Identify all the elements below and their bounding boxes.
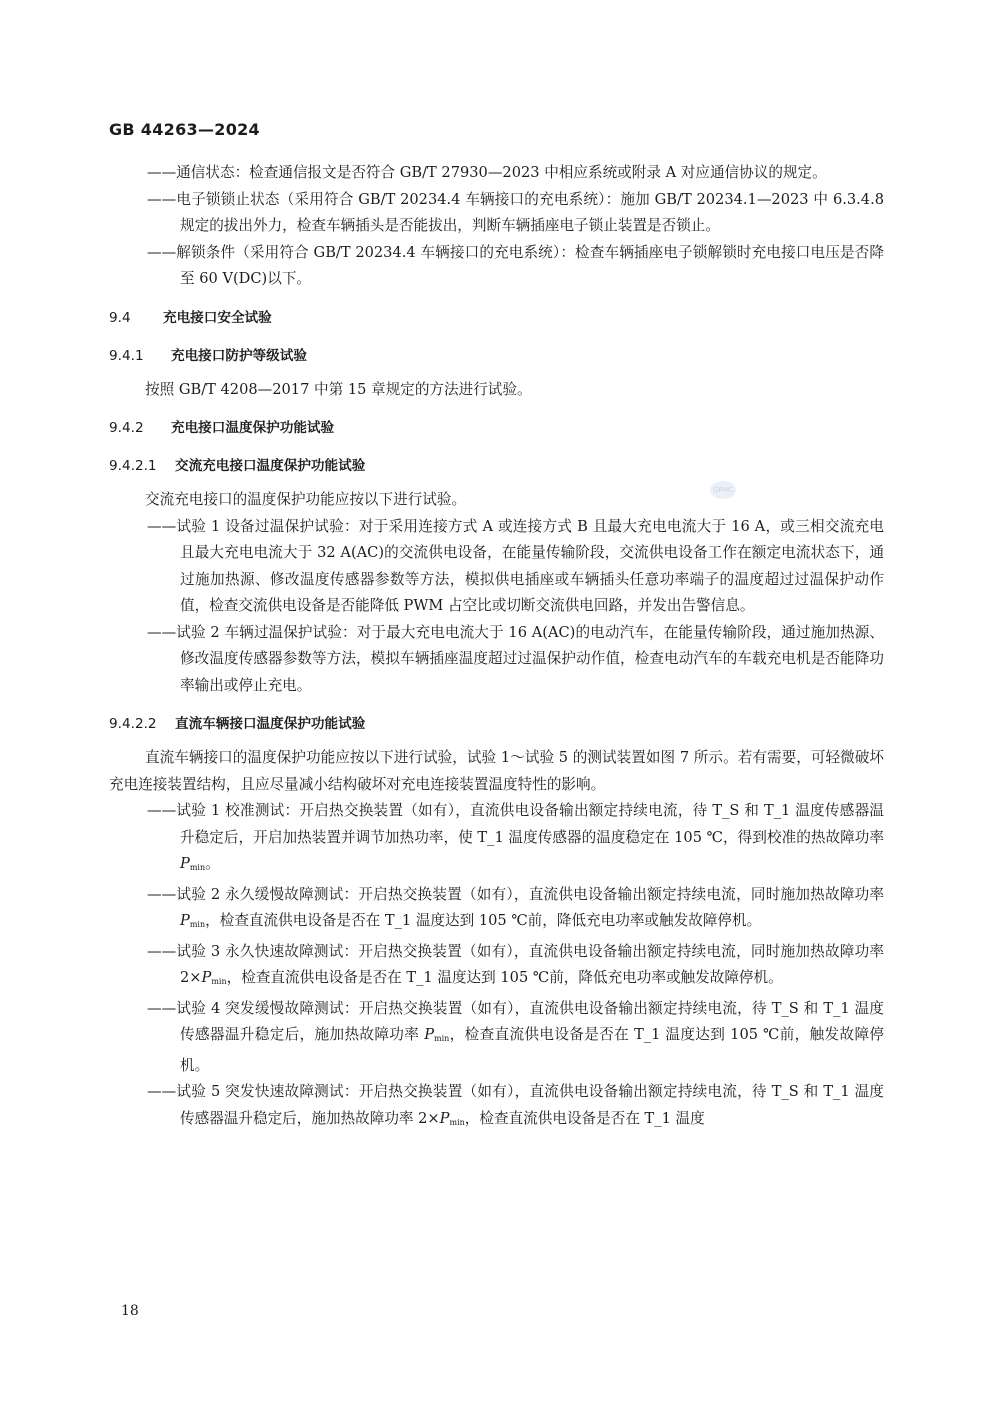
- section-title: 充电接口温度保护功能试验: [171, 420, 335, 436]
- list-item: [109, 240, 884, 293]
- section-number: 9.4.2.2: [109, 716, 157, 732]
- list-item-text: ——试验 2 永久缓慢故障测试：开启热交换装置（如有），直流供电设备输出额定持续电流，同时施加热故障功率: [147, 885, 884, 903]
- page-number: 18: [121, 1303, 139, 1319]
- power-subscript: min: [449, 1117, 465, 1127]
- paragraph: 直流车辆接口的温度保护功能应按以下进行试验，试验 1～试验 5 的测试装置如图 7 所示。若有需要，可轻微破坏充电连接装置结构，且应尽量减小结构破坏对充电连接装置温度特性的影响。: [109, 749, 884, 793]
- power-subscript: min: [434, 1034, 450, 1043]
- list-item: [109, 798, 884, 882]
- list-item: [109, 882, 884, 939]
- section-heading-9-4-2-1: [109, 453, 884, 479]
- paragraph: 按照 GB/T 4208—2017 中第 15 章规定的方法进行试验。: [145, 380, 532, 398]
- power-symbol: P: [439, 1109, 450, 1127]
- section-heading-9-4-2: [109, 415, 884, 441]
- list-item: [109, 514, 884, 620]
- list-item-text: ——解锁条件（采用符合 GB/T 20234.4 车辆接口的充电系统）：检查车辆插座电子锁解锁时充电接口电压是否降至 60 V(DC)以下。: [147, 243, 884, 287]
- list-item: [109, 620, 884, 700]
- section-number: 9.4.1: [109, 347, 144, 364]
- power-symbol: P: [180, 855, 190, 872]
- list-item: [109, 996, 884, 1080]
- section-title: 交流充电接口温度保护功能试验: [175, 458, 366, 474]
- power-symbol: P: [201, 969, 212, 986]
- list-item-text: ——通信状态：检查通信报文是否符合 GB/T 27930—2023 中相应系统或附录 A 对应通信协议的规定。: [147, 164, 827, 181]
- power-symbol: P: [180, 912, 190, 929]
- section-number: 9.4.2.1: [109, 458, 157, 474]
- section-title: 充电接口防护等级试验: [171, 347, 307, 364]
- section-heading-9-4-1: [109, 343, 884, 369]
- section-title: 充电接口安全试验: [163, 309, 272, 326]
- power-symbol: P: [424, 1026, 435, 1043]
- list-item-text: ——电子锁锁止状态（采用符合 GB/T 20234.4 车辆接口的充电系统）：施加 GB/T 20234.1—2023 中 6.3.4.8 规定的拔出外力，检查车辆插头是否能拔出，判断车辆插座电子锁止装置是否锁止。: [147, 190, 884, 234]
- list-item-text: ——试验 1 校准测试：开启热交换装置（如有），直流供电设备输出额定持续电流，待 T_S 和 T_1 温度传感器温升稳定后，开启加热装置并调节加热功率，使 T_1 温度传感器的温度稳定在 105 ℃，得到校准的热故障功率: [147, 802, 884, 846]
- list-item: [109, 160, 884, 187]
- list-item: [109, 1079, 884, 1136]
- list-item-text: ——试验 3 永久快速故障测试：开启热交换装置（如有），直流供电设备输出额定持续电流，同时施加热故障功率 2×: [147, 942, 884, 986]
- list-item-text: ——试验 1 设备过温保护试验：对于采用连接方式 A 或连接方式 B 且最大充电电流大于 16 A，或三相交流充电且最大充电电流大于 32 A(AC)的交流供电设备，在能量传输阶段，交流供电设备工作在额定电流状态下，通过施加热源、修改温度传感器参数等方法，模拟供电插座或车辆插头任意功率端子的温度超过过温保护动作值，检查交流供电设备是否能降低 PWM 占空比或切断交流供电回路，并发出告警信息。: [147, 517, 884, 614]
- section-number: 9.4.2: [109, 420, 144, 436]
- watermark-logo: GPHC: [710, 481, 736, 499]
- list-item-text: 。: [205, 855, 220, 872]
- section-heading-9-4: [109, 305, 884, 331]
- list-item-text: ，检查直流供电设备是否在 T_1 温度达到 105 ℃前，触发故障停机。: [180, 1026, 885, 1074]
- power-subscript: min: [189, 863, 206, 872]
- list-item-text: ，检查直流供电设备是否在 T_1 温度达到 105 ℃前，降低充电功率或触发故障停机。: [226, 969, 783, 986]
- section-number: 9.4: [109, 309, 131, 326]
- standard-number-header: GB 44263—2024: [109, 120, 260, 139]
- list-item-text: ——试验 2 车辆过温保护试验：对于最大充电电流大于 16 A(AC)的电动汽车，在能量传输阶段，通过施加热源、修改温度传感器参数等方法，模拟车辆插座温度超过过温保护动作值，检查电动汽车的车载充电机是否能降功率输出或停止充电。: [147, 623, 884, 694]
- section-heading-9-4-2-2: [109, 711, 884, 737]
- paragraph: 交流充电接口的温度保护功能应按以下进行试验。: [145, 491, 467, 508]
- list-item: [109, 187, 884, 240]
- list-item-text: ，检查直流供电设备是否在 T_1 温度: [464, 1109, 705, 1127]
- list-item-text: ，检查直流供电设备是否在 T_1 温度达到 105 ℃前，降低充电功率或触发故障停机。: [205, 912, 762, 929]
- section-title: 直流车辆接口温度保护功能试验: [175, 716, 366, 732]
- list-item-text: ——试验 4 突发缓慢故障测试：开启热交换装置（如有），直流供电设备输出额定持续电流，待 T_S 和 T_1 温度传感器温升稳定后，施加热故障功率: [147, 999, 884, 1043]
- page-content: [109, 160, 884, 1136]
- list-item: [109, 939, 884, 996]
- list-item-text: ——试验 5 突发快速故障测试：开启热交换装置（如有），直流供电设备输出额定持续电流，待 T_S 和 T_1 温度传感器温升稳定后，施加热故障功率 2×: [147, 1083, 884, 1127]
- power-subscript: min: [189, 920, 206, 929]
- power-subscript: min: [211, 977, 227, 986]
